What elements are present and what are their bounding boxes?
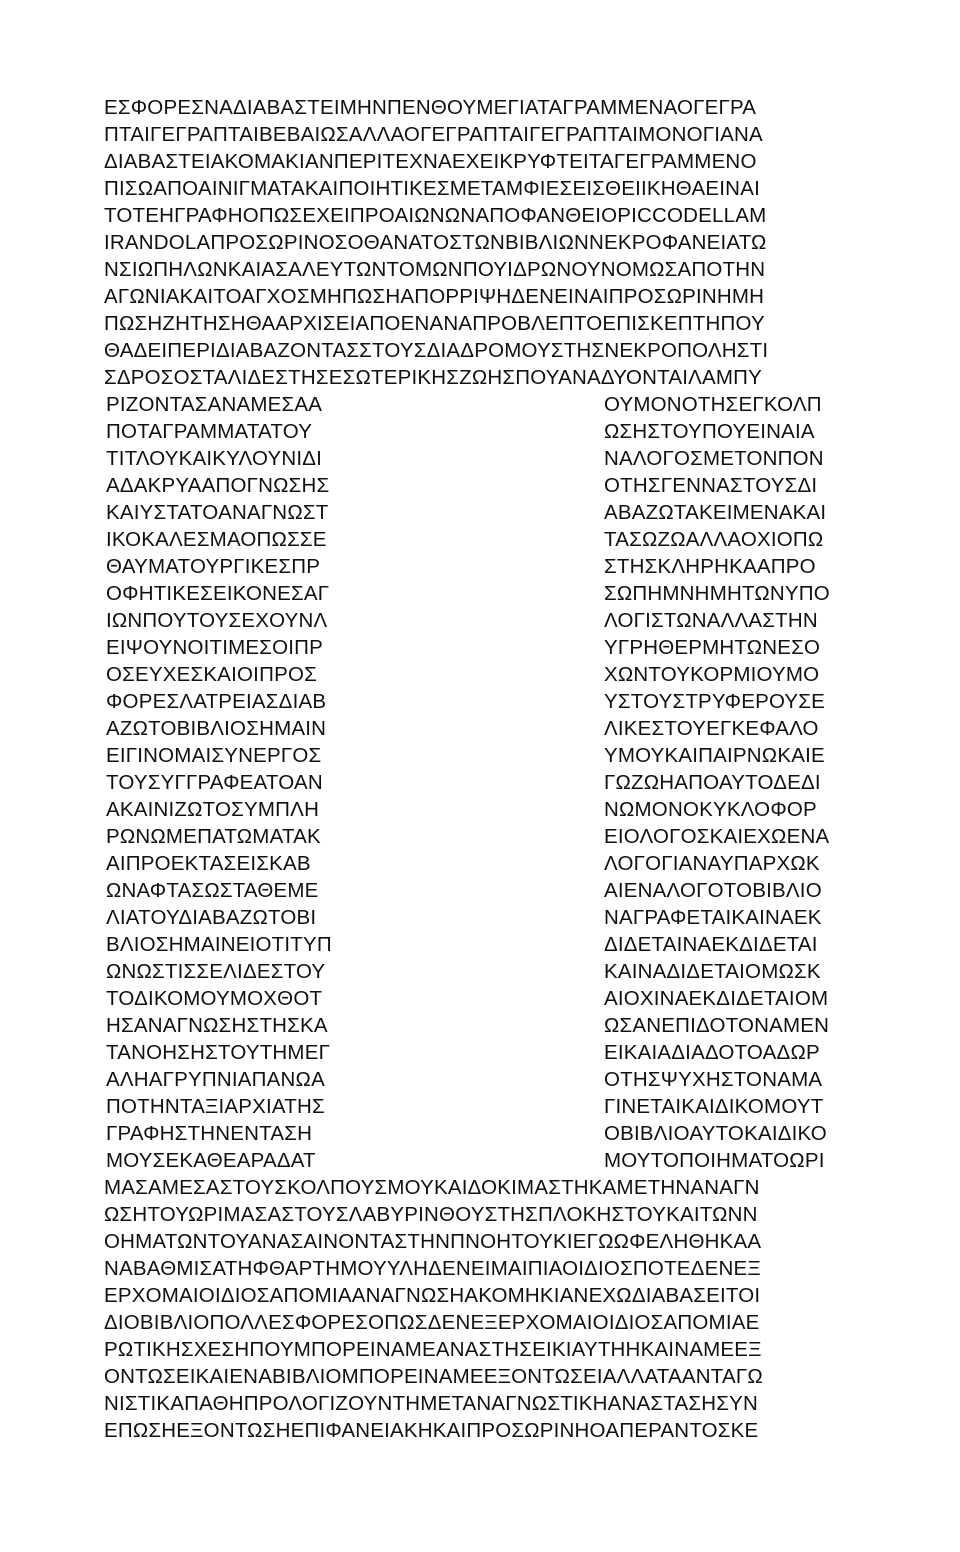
text-line: ΕΡΧΟΜΑΙΟΙΔΙΟΣΑΠΟΜΙΑΑΝΑΓΝΩΣΗΑΚΟΜΗΚΙΑΝΕΧΩΔΙΑΒΑΣΕΙΤΟΙ xyxy=(104,1284,761,1307)
text-line: ΒΛΙΟΣΗΜΑΙΝΕΙΟΤΙΤΥΠ xyxy=(106,933,332,956)
text-line: ΠΟΤΗΝΤΑΞΙΑΡΧΙΑΤΗΣ xyxy=(106,1095,325,1118)
text-line: ΩΝΑΦΤΑΣΩΣΤΑΘΕΜΕ xyxy=(106,879,319,902)
text-line: ΘΑΥΜΑΤΟΥΡΓΙΚΕΣΠΡ xyxy=(106,555,321,578)
text-line: ΩΝΩΣΤΙΣΣΕΛΙΔΕΣΤΟΥ xyxy=(106,960,326,983)
text-line: ΕΣΦΟΡΕΣΝΑΔΙΑΒΑΣΤΕΙΜΗΝΠΕΝΘΟΥΜΕΓΙΑΤΑΓΡΑΜΜΕΝΑΟΓΕΓΡΑ xyxy=(104,96,757,119)
text-line: ΕΠΩΣΗΕΞΟΝΤΩΣΗΕΠΙΦΑΝΕΙΑΚΗΚΑΙΠΡΟΣΩΡΙΝΗΟΑΠΕΡΑΝΤΟΣΚΕ xyxy=(104,1419,759,1442)
text-line: ΠΤΑΙΓΕΓΡΑΠΤΑΙΒΕΒΑΙΩΣΑΛΛΑΟΓΕΓΡΑΠΤΑΙΓΕΓΡΑΠΤΑΙΜΟΝΟΓΙΑΝΑ xyxy=(104,123,763,146)
text-line: ΓΩΖΩΗΑΠΟΑΥΤΟΔΕΔΙ xyxy=(604,771,821,794)
text-line: ΡΩΤΙΚΗΣΧΕΣΗΠΟΥΜΠΟΡΕΙΝΑΜΕΑΝΑΣΤΗΣΕΙΚΙΑΥΤΗΗΚΑΙΝΑΜΕΕΞ xyxy=(104,1338,762,1361)
text-line: ΠΩΣΗΖΗΤΗΣΗΘΑΑΡΧΙΣΕΙΑΠΟΕΝΑΝΑΠΡΟΒΛΕΠΤΟΕΠΙΣΚΕΠΤΗΠΟΥ xyxy=(104,312,765,335)
text-line: ΝΑΛΟΓΟΣΜΕΤΟΝΠΟΝ xyxy=(604,447,824,470)
text-line: ΦΟΡΕΣΛΑΤΡΕΙΑΣΔΙΑΒ xyxy=(106,690,327,713)
text-line: ΤΟΤΕΗΓΡΑΦΗΟΠΩΣΕΧΕΙΠΡΟΑΙΩΝΩΝΑΠΟΦΑΝΘΕΙΟΡΙCCODELLAM xyxy=(104,204,767,227)
text-line: ΣΩΠΗΜΝΗΜΗΤΩΝΥΠΟ xyxy=(604,582,830,605)
text-line: ΡΙΖΟΝΤΑΣΑΝΑΜΕΣΑΑ xyxy=(106,393,323,416)
text-line: ΠΙΣΩΑΠΟΑΙΝΙΓΜΑΤΑΚΑΙΠΟΙΗΤΙΚΕΣΜΕΤΑΜΦΙΕΣΕΙΣΘΕΙΙΚΗΘΑΕΙΝΑΙ xyxy=(104,177,760,200)
text-line: ΝΩΜΟΝΟΚΥΚΛΟΦΟΡ xyxy=(604,798,817,821)
text-line: ΟΦΗΤΙΚΕΣΕΙΚΟΝΕΣΑΓ xyxy=(106,582,330,605)
text-line: ΟΤΗΣΓΕΝΝΑΣΤΟΥΣΔΙ xyxy=(604,474,818,497)
text-line: ΗΣΑΝΑΓΝΩΣΗΣΤΗΣΚΑ xyxy=(106,1014,328,1037)
text-line: ΑΛΗΑΓΡΥΠΝΙΑΠΑΝΩΑ xyxy=(106,1068,325,1091)
text-line: ΝΣΙΩΠΗΛΩΝΚΑΙΑΣΑΛΕΥΤΩΝΤΟΜΩΝΠΟΥΙΔΡΩΝΟΥΝΟΜΩΣΑΠΟΤΗΝ xyxy=(104,258,766,281)
text-line: ΕΙΚΑΙΑΔΙΑΔΟΤΟΑΔΩΡ xyxy=(604,1041,820,1064)
text-line: ΑΙΟΧΙΝΑΕΚΔΙΔΕΤΑΙΟΜ xyxy=(604,987,829,1010)
text-line: ΩΣΗΤΟΥΩΡΙΜΑΣΑΣΤΟΥΣΛΑΒΥΡΙΝΘΟΥΣΤΗΣΠΛΟΚΗΣΤΟΥΚΑΙΤΩΝΝ xyxy=(104,1203,758,1226)
text-line: ΤΑΝΟΗΣΗΣΤΟΥΤΗΜΕΓ xyxy=(106,1041,331,1064)
text-line: ΤΟΔΙΚΟΜΟΥΜΟΧΘΟΤ xyxy=(106,987,323,1010)
text-line: ΚΑΙΝΑΔΙΔΕΤΑΙΟΜΩΣΚ xyxy=(604,960,821,983)
text-line: ΛΟΓΟΓΙΑΝΑΥΠΑΡΧΩΚ xyxy=(604,852,820,875)
text-line: ΟΥΜΟΝΟΤΗΣΕΓΚΟΛΠ xyxy=(604,393,822,416)
text-line: ΔΙΟΒΙΒΛΙΟΠΟΛΛΕΣΦΟΡΕΣΟΠΩΣΔΕΝΕΞΕΡΧΟΜΑΙΟΙΔΙΟΣΑΠΟΜΙΑΕ xyxy=(104,1311,760,1334)
text-line: ΕΙΟΛΟΓΟΣΚΑΙΕΧΩΕΝΑ xyxy=(604,825,830,848)
text-line: ΝΑΓΡΑΦΕΤΑΙΚΑΙΝΑΕΚ xyxy=(604,906,822,929)
text-line: ΔΙΔΕΤΑΙΝΑΕΚΔΙΔΕΤΑΙ xyxy=(604,933,818,956)
text-line: ΠΟΤΑΓΡΑΜΜΑΤΑΤΟΥ xyxy=(106,420,313,443)
text-line: ΙΩΝΠΟΥΤΟΥΣΕΧΟΥΝΛ xyxy=(106,609,328,632)
text-line: ΑΚΑΙΝΙΖΩΤΟΣΥΜΠΛΗ xyxy=(106,798,320,821)
text-line: ΜΟΥΤΟΠΟΙΗΜΑΤΟΩΡΙ xyxy=(604,1149,825,1172)
text-line: ΙΚΟΚΑΛΕΣΜΑΟΠΩΣΣΕ xyxy=(106,528,327,551)
text-line: ΑΙΕΝΑΛΟΓΟΤΟΒΙΒΛΙΟ xyxy=(604,879,822,902)
text-line: ΟΒΙΒΛΙΟΑΥΤΟΚΑΙΔΙΚΟ xyxy=(604,1122,827,1145)
text-line: ΣΔΡΟΣΟΣΤΑΛΙΔΕΣΤΗΣΕΣΩΤΕΡΙΚΗΣΖΩΗΣΠΟΥΑΝΑΔΥΟΝΤΑΙΛΑΜΠΥ xyxy=(104,366,763,389)
text-line: ΑΒΑΖΩΤΑΚΕΙΜΕΝΑΚΑΙ xyxy=(604,501,827,524)
text-line: ΩΣΗΣΤΟΥΠΟΥΕΙΝΑΙΑ xyxy=(604,420,815,443)
text-line: ΧΩΝΤΟΥΚΟΡΜΙΟΥΜΟ xyxy=(604,663,820,686)
text-line: ΤΑΣΩΖΩΑΛΛΑΟΧΙΟΠΩ xyxy=(604,528,824,551)
text-line: ΟΗΜΑΤΩΝΤΟΥΑΝΑΣΑΙΝΟΝΤΑΣΤΗΝΠΝΟΗΤΟΥΚΙΕΓΩΩΦΕΛΗΘΗΚΑΑ xyxy=(104,1230,762,1253)
text-line: ΕΙΓΙΝΟΜΑΙΣΥΝΕΡΓΟΣ xyxy=(106,744,322,767)
text-line: ΩΣΑΝΕΠΙΔΟΤΟΝΑΜΕΝ xyxy=(604,1014,830,1037)
text-line: ΤΙΤΛΟΥΚΑΙΚΥΛΟΥΝΙΔΙ xyxy=(106,447,323,470)
text-line: IRANDOLAΠΡΟΣΩΡΙΝΟΣΟΘΑΝΑΤΟΣΤΩΝΒΙΒΛΙΩΝΝΕΚΡΟΦΑΝΕΙΑΤΩ xyxy=(104,231,767,254)
text-line: ΑΖΩΤΟΒΙΒΛΙΟΣΗΜΑΙΝ xyxy=(106,717,327,740)
text-line: ΜΑΣΑΜΕΣΑΣΤΟΥΣΚΟΛΠΟΥΣΜΟΥΚΑΙΔΟΚΙΜΑΣΤΗΚΑΜΕΤΗΝΑΝΑΓΝ xyxy=(104,1176,760,1199)
text-line: ΓΙΝΕΤΑΙΚΑΙΔΙΚΟΜΟΥΤ xyxy=(604,1095,824,1118)
text-line: ΥΣΤΟΥΣΤΡΥΦΕΡΟΥΣΕ xyxy=(604,690,826,713)
text-line: ΑΙΠΡΟΕΚΤΑΣΕΙΣΚΑΒ xyxy=(106,852,311,875)
text-line: ΑΔΑΚΡΥΑΑΠΟΓΝΩΣΗΣ xyxy=(106,474,330,497)
text-line: ΤΟΥΣΥΓΓΡΑΦΕΑΤΟΑΝ xyxy=(106,771,323,794)
text-line: ΘΑΔΕΙΠΕΡΙΔΙΑΒΑΖΟΝΤΑΣΣΤΟΥΣΔΙΑΔΡΟΜΟΥΣΤΗΣΝΕΚΡΟΠΟΛΗΣΤΙ xyxy=(104,339,769,362)
text-line: ΕΙΨΟΥΝΟΙΤΙΜΕΣΟΙΠΡ xyxy=(106,636,324,659)
text-line: ΟΤΗΣΨΥΧΗΣΤΟΝΑΜΑ xyxy=(604,1068,823,1091)
text-line: ΥΓΡΗΘΕΡΜΗΤΩΝΕΣΟ xyxy=(604,636,821,659)
text-line: ΣΤΗΣΚΛΗΡΗΚΑΑΠΡΟ xyxy=(604,555,816,578)
text-line: ΜΟΥΣΕΚΑΘΕΑΡΑΔΑΤ xyxy=(106,1149,316,1172)
text-line: ΥΜΟΥΚΑΙΠΑΙΡΝΩΚΑΙΕ xyxy=(604,744,825,767)
text-line: ΔΙΑΒΑΣΤΕΙΑΚΟΜΑΚΙΑΝΠΕΡΙΤΕΧΝΑΕΧΕΙΚΡΥΦΤΕΙΤΑΓΕΓΡΑΜΜΕΝΟ xyxy=(104,150,757,173)
text-line: ΑΓΩΝΙΑΚΑΙΤΟΑΓΧΟΣΜΗΠΩΣΗΑΠΟΡΡΙΨΗΔΕΝΕΙΝΑΙΠΡΟΣΩΡΙΝΗΜΗ xyxy=(104,285,765,308)
text-line: ΛΟΓΙΣΤΩΝΑΛΛΑΣΤΗΝ xyxy=(604,609,818,632)
text-line: ΚΑΙΥΣΤΑΤΟΑΝΑΓΝΩΣΤ xyxy=(106,501,329,524)
text-line: ΓΡΑΦΗΣΤΗΝΕΝΤΑΣΗ xyxy=(106,1122,313,1145)
text-line: ΟΝΤΩΣΕΙΚΑΙΕΝΑΒΙΒΛΙΟΜΠΟΡΕΙΝΑΜΕΕΞΟΝΤΩΣΕΙΑΛΛΑΤΑΑΝΤΑΓΩ xyxy=(104,1365,763,1388)
text-line: ΡΩΝΩΜΕΠΑΤΩΜΑΤΑΚ xyxy=(106,825,321,848)
text-line: ΝΑΒΑΘΜΙΣΑΤΗΦΘΑΡΤΗΜΟΥΥΛΗΔΕΝΕΙΜΑΙΠΙΑΟΙΔΙΟΣΠΟΤΕΔΕΝΕΞ xyxy=(104,1257,761,1280)
text-line: ΛΙΚΕΣΤΟΥΕΓΚΕΦΑΛΟ xyxy=(604,717,819,740)
text-line: ΝΙΣΤΙΚΑΠΑΘΗΠΡΟΛΟΓΙΖΟΥΝΤΗΜΕΤΑΝΑΓΝΩΣΤΙΚΗΑΝΑΣΤΑΣΗΣΥΝ xyxy=(104,1392,759,1415)
text-line: ΛΙΑΤΟΥΔΙΑΒΑΖΩΤΟΒΙ xyxy=(106,906,317,929)
text-line: ΟΣΕΥΧΕΣΚΑΙΟΙΠΡΟΣ xyxy=(106,663,317,686)
